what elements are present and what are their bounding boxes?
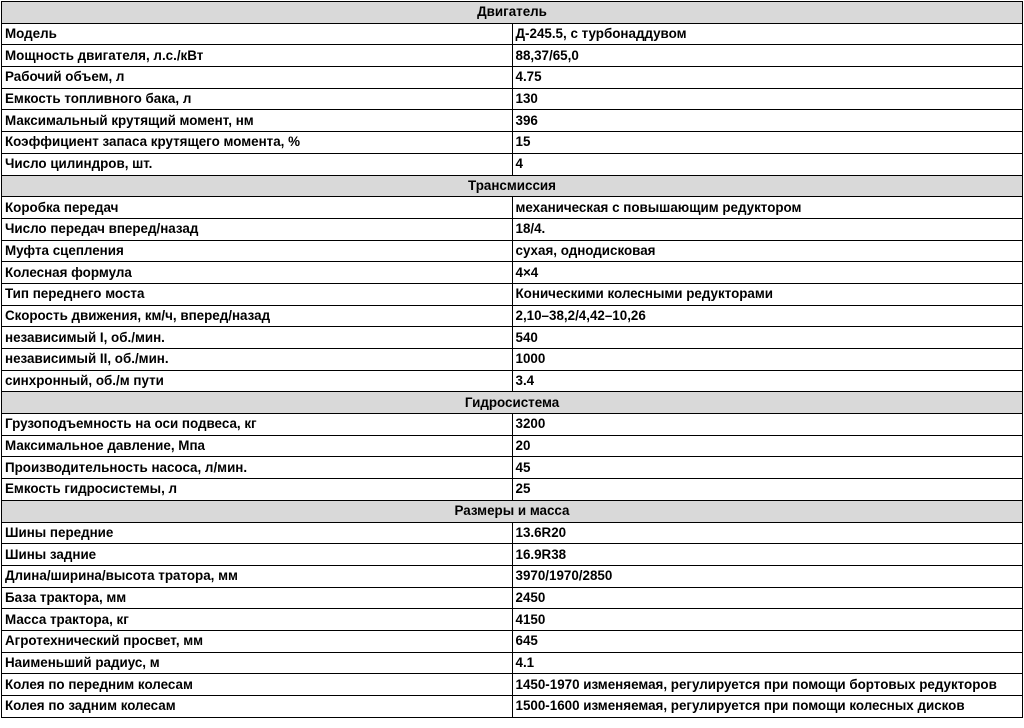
table-row xyxy=(2,565,1023,587)
row-label: Колея по задним колесам xyxy=(2,696,513,718)
row-value: 18/4. xyxy=(512,218,1023,240)
section-header-dimensions xyxy=(2,500,1023,522)
table-row xyxy=(2,587,1023,609)
table-row xyxy=(2,457,1023,479)
row-label: независимый II, об./мин. xyxy=(2,349,513,371)
row-value: 16.9R38 xyxy=(512,544,1023,566)
row-value: 396 xyxy=(512,110,1023,132)
table-row xyxy=(2,153,1023,175)
row-label: Рабочий объем, л xyxy=(2,67,513,89)
row-label: Производительность насоса, л/мин. xyxy=(2,457,513,479)
row-label: Емкость топливного бака, л xyxy=(2,88,513,110)
table-row xyxy=(2,674,1023,696)
table-row xyxy=(2,652,1023,674)
row-label: Модель xyxy=(2,23,513,45)
row-label: синхронный, об./м пути xyxy=(2,370,513,392)
table-row xyxy=(2,479,1023,501)
row-value: 130 xyxy=(512,88,1023,110)
row-label: Число цилиндров, шт. xyxy=(2,153,513,175)
row-value: 1500-1600 изменяемая, регулируется при помощи колесных дисков xyxy=(512,696,1023,718)
section-title: Трансмиссия xyxy=(2,175,1023,197)
table-row xyxy=(2,630,1023,652)
row-value: Коническими колесными редукторами xyxy=(512,283,1023,305)
row-label: Скорость движения, км/ч, вперед/назад xyxy=(2,305,513,327)
table-row xyxy=(2,240,1023,262)
row-value: 45 xyxy=(512,457,1023,479)
table-row xyxy=(2,262,1023,284)
row-label: Муфта сцепления xyxy=(2,240,513,262)
spec-table xyxy=(1,1,1023,718)
table-row xyxy=(2,522,1023,544)
row-label: Шины передние xyxy=(2,522,513,544)
row-label: Длина/ширина/высота тратора, мм xyxy=(2,565,513,587)
table-row xyxy=(2,609,1023,631)
row-label: Максимальное давление, Мпа xyxy=(2,435,513,457)
table-row xyxy=(2,110,1023,132)
row-label: Тип переднего моста xyxy=(2,283,513,305)
row-value: 4.75 xyxy=(512,67,1023,89)
table-row xyxy=(2,197,1023,219)
row-label: Грузоподъемность на оси подвеса, кг xyxy=(2,414,513,436)
table-row xyxy=(2,696,1023,718)
table-row xyxy=(2,414,1023,436)
row-value: 3970/1970/2850 xyxy=(512,565,1023,587)
row-label: Масса трактора, кг xyxy=(2,609,513,631)
row-label: Коэффициент запаса крутящего момента, % xyxy=(2,132,513,154)
row-value: 3200 xyxy=(512,414,1023,436)
row-value: 2,10–38,2/4,42–10,26 xyxy=(512,305,1023,327)
table-row xyxy=(2,45,1023,67)
row-value: 4150 xyxy=(512,609,1023,631)
section-title: Гидросистема xyxy=(2,392,1023,414)
row-value: 2450 xyxy=(512,587,1023,609)
table-row xyxy=(2,67,1023,89)
row-label: База трактора, мм xyxy=(2,587,513,609)
section-header-hydraulics xyxy=(2,392,1023,414)
row-label: Мощность двигателя, л.с./кВт xyxy=(2,45,513,67)
section-title: Размеры и масса xyxy=(2,500,1023,522)
table-row xyxy=(2,349,1023,371)
row-label: Колесная формула xyxy=(2,262,513,284)
row-label: Колея по передним колесам xyxy=(2,674,513,696)
table-row xyxy=(2,132,1023,154)
table-row xyxy=(2,435,1023,457)
row-label: независимый I, об./мин. xyxy=(2,327,513,349)
table-row xyxy=(2,23,1023,45)
table-row xyxy=(2,544,1023,566)
row-value: 540 xyxy=(512,327,1023,349)
row-value: механическая с повышающим редуктором xyxy=(512,197,1023,219)
table-row xyxy=(2,370,1023,392)
table-row xyxy=(2,218,1023,240)
row-label: Число передач вперед/назад xyxy=(2,218,513,240)
row-value: 4×4 xyxy=(512,262,1023,284)
row-value: 88,37/65,0 xyxy=(512,45,1023,67)
row-label: Емкость гидросистемы, л xyxy=(2,479,513,501)
row-value: 20 xyxy=(512,435,1023,457)
section-header-engine xyxy=(2,2,1023,24)
row-value: 4 xyxy=(512,153,1023,175)
row-value: 13.6R20 xyxy=(512,522,1023,544)
row-value: 25 xyxy=(512,479,1023,501)
row-value: 1450-1970 изменяемая, регулируется при помощи бортовых редукторов xyxy=(512,674,1023,696)
row-label: Максимальный крутящий момент, нм xyxy=(2,110,513,132)
table-row xyxy=(2,283,1023,305)
table-row xyxy=(2,88,1023,110)
row-value: 1000 xyxy=(512,349,1023,371)
row-value: Д-245.5, с турбонаддувом xyxy=(512,23,1023,45)
section-title: Двигатель xyxy=(2,2,1023,24)
table-row xyxy=(2,305,1023,327)
row-label: Наименьший радиус, м xyxy=(2,652,513,674)
row-value: 645 xyxy=(512,630,1023,652)
row-label: Шины задние xyxy=(2,544,513,566)
row-value: 15 xyxy=(512,132,1023,154)
row-value: сухая, однодисковая xyxy=(512,240,1023,262)
row-value: 4.1 xyxy=(512,652,1023,674)
row-label: Агротехнический просвет, мм xyxy=(2,630,513,652)
table-row xyxy=(2,327,1023,349)
section-header-transmission xyxy=(2,175,1023,197)
row-value: 3.4 xyxy=(512,370,1023,392)
row-label: Коробка передач xyxy=(2,197,513,219)
